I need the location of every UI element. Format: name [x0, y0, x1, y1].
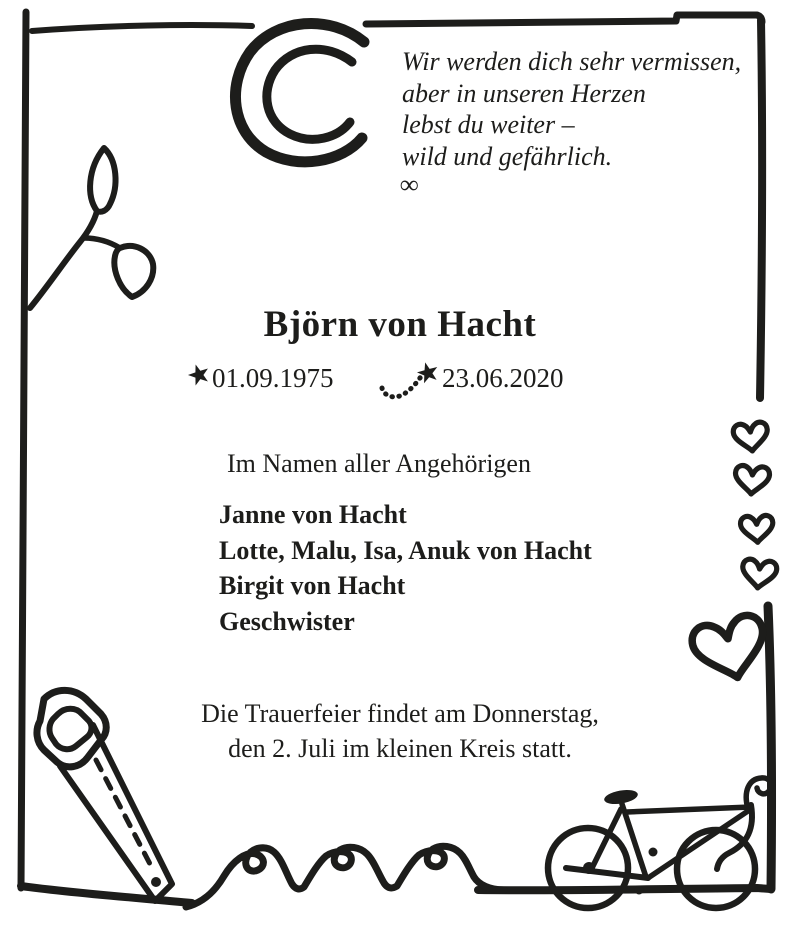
- memorial-quote: [402, 46, 772, 172]
- quote-line: wild und gefährlich.: [402, 141, 613, 171]
- heart-icon: [741, 559, 778, 590]
- funeral-info: [100, 696, 700, 766]
- birth-star-icon: [186, 360, 212, 388]
- hearts-column-icon: [733, 422, 778, 590]
- quote-line: aber in unseren Herzen: [402, 78, 646, 108]
- funeral-line: Die Trauerfeier findet am Donnerstag,: [201, 699, 599, 728]
- family-name-line: Lotte, Malu, Isa, Anuk von Hacht: [219, 535, 592, 565]
- family-name-line: Geschwister: [219, 606, 355, 636]
- bicycle-icon: [548, 778, 771, 908]
- birth-date-group: [186, 360, 334, 394]
- crescent-moon-icon: [235, 23, 364, 161]
- family-name-line: Birgit von Hacht: [219, 571, 406, 600]
- family-intro: Im Namen aller Angehörigen: [227, 449, 531, 478]
- death-date: 23.06.2020: [442, 363, 564, 393]
- wave-icon: [186, 846, 504, 907]
- family-names: [219, 497, 592, 639]
- quote-line: Wir werden dich sehr vermissen,: [402, 47, 742, 76]
- heart-icon: [734, 465, 770, 495]
- quote-line: lebst du weiter –: [402, 110, 575, 139]
- infinity-symbol: ∞: [400, 170, 419, 199]
- deceased-name: Björn von Hacht: [263, 304, 537, 345]
- heart-icon: [733, 422, 770, 453]
- life-dates: [0, 360, 800, 404]
- family-name-line: Janne von Hacht: [219, 500, 407, 529]
- birth-date: 01.09.1975: [212, 363, 334, 393]
- large-heart-icon: [689, 612, 772, 686]
- funeral-line: den 2. Juli im kleinen Kreis statt.: [228, 734, 572, 763]
- heart-icon: [740, 515, 774, 543]
- death-date-group: [378, 360, 564, 402]
- shooting-star-icon: [378, 360, 442, 402]
- leaf-branch-icon: [30, 148, 153, 308]
